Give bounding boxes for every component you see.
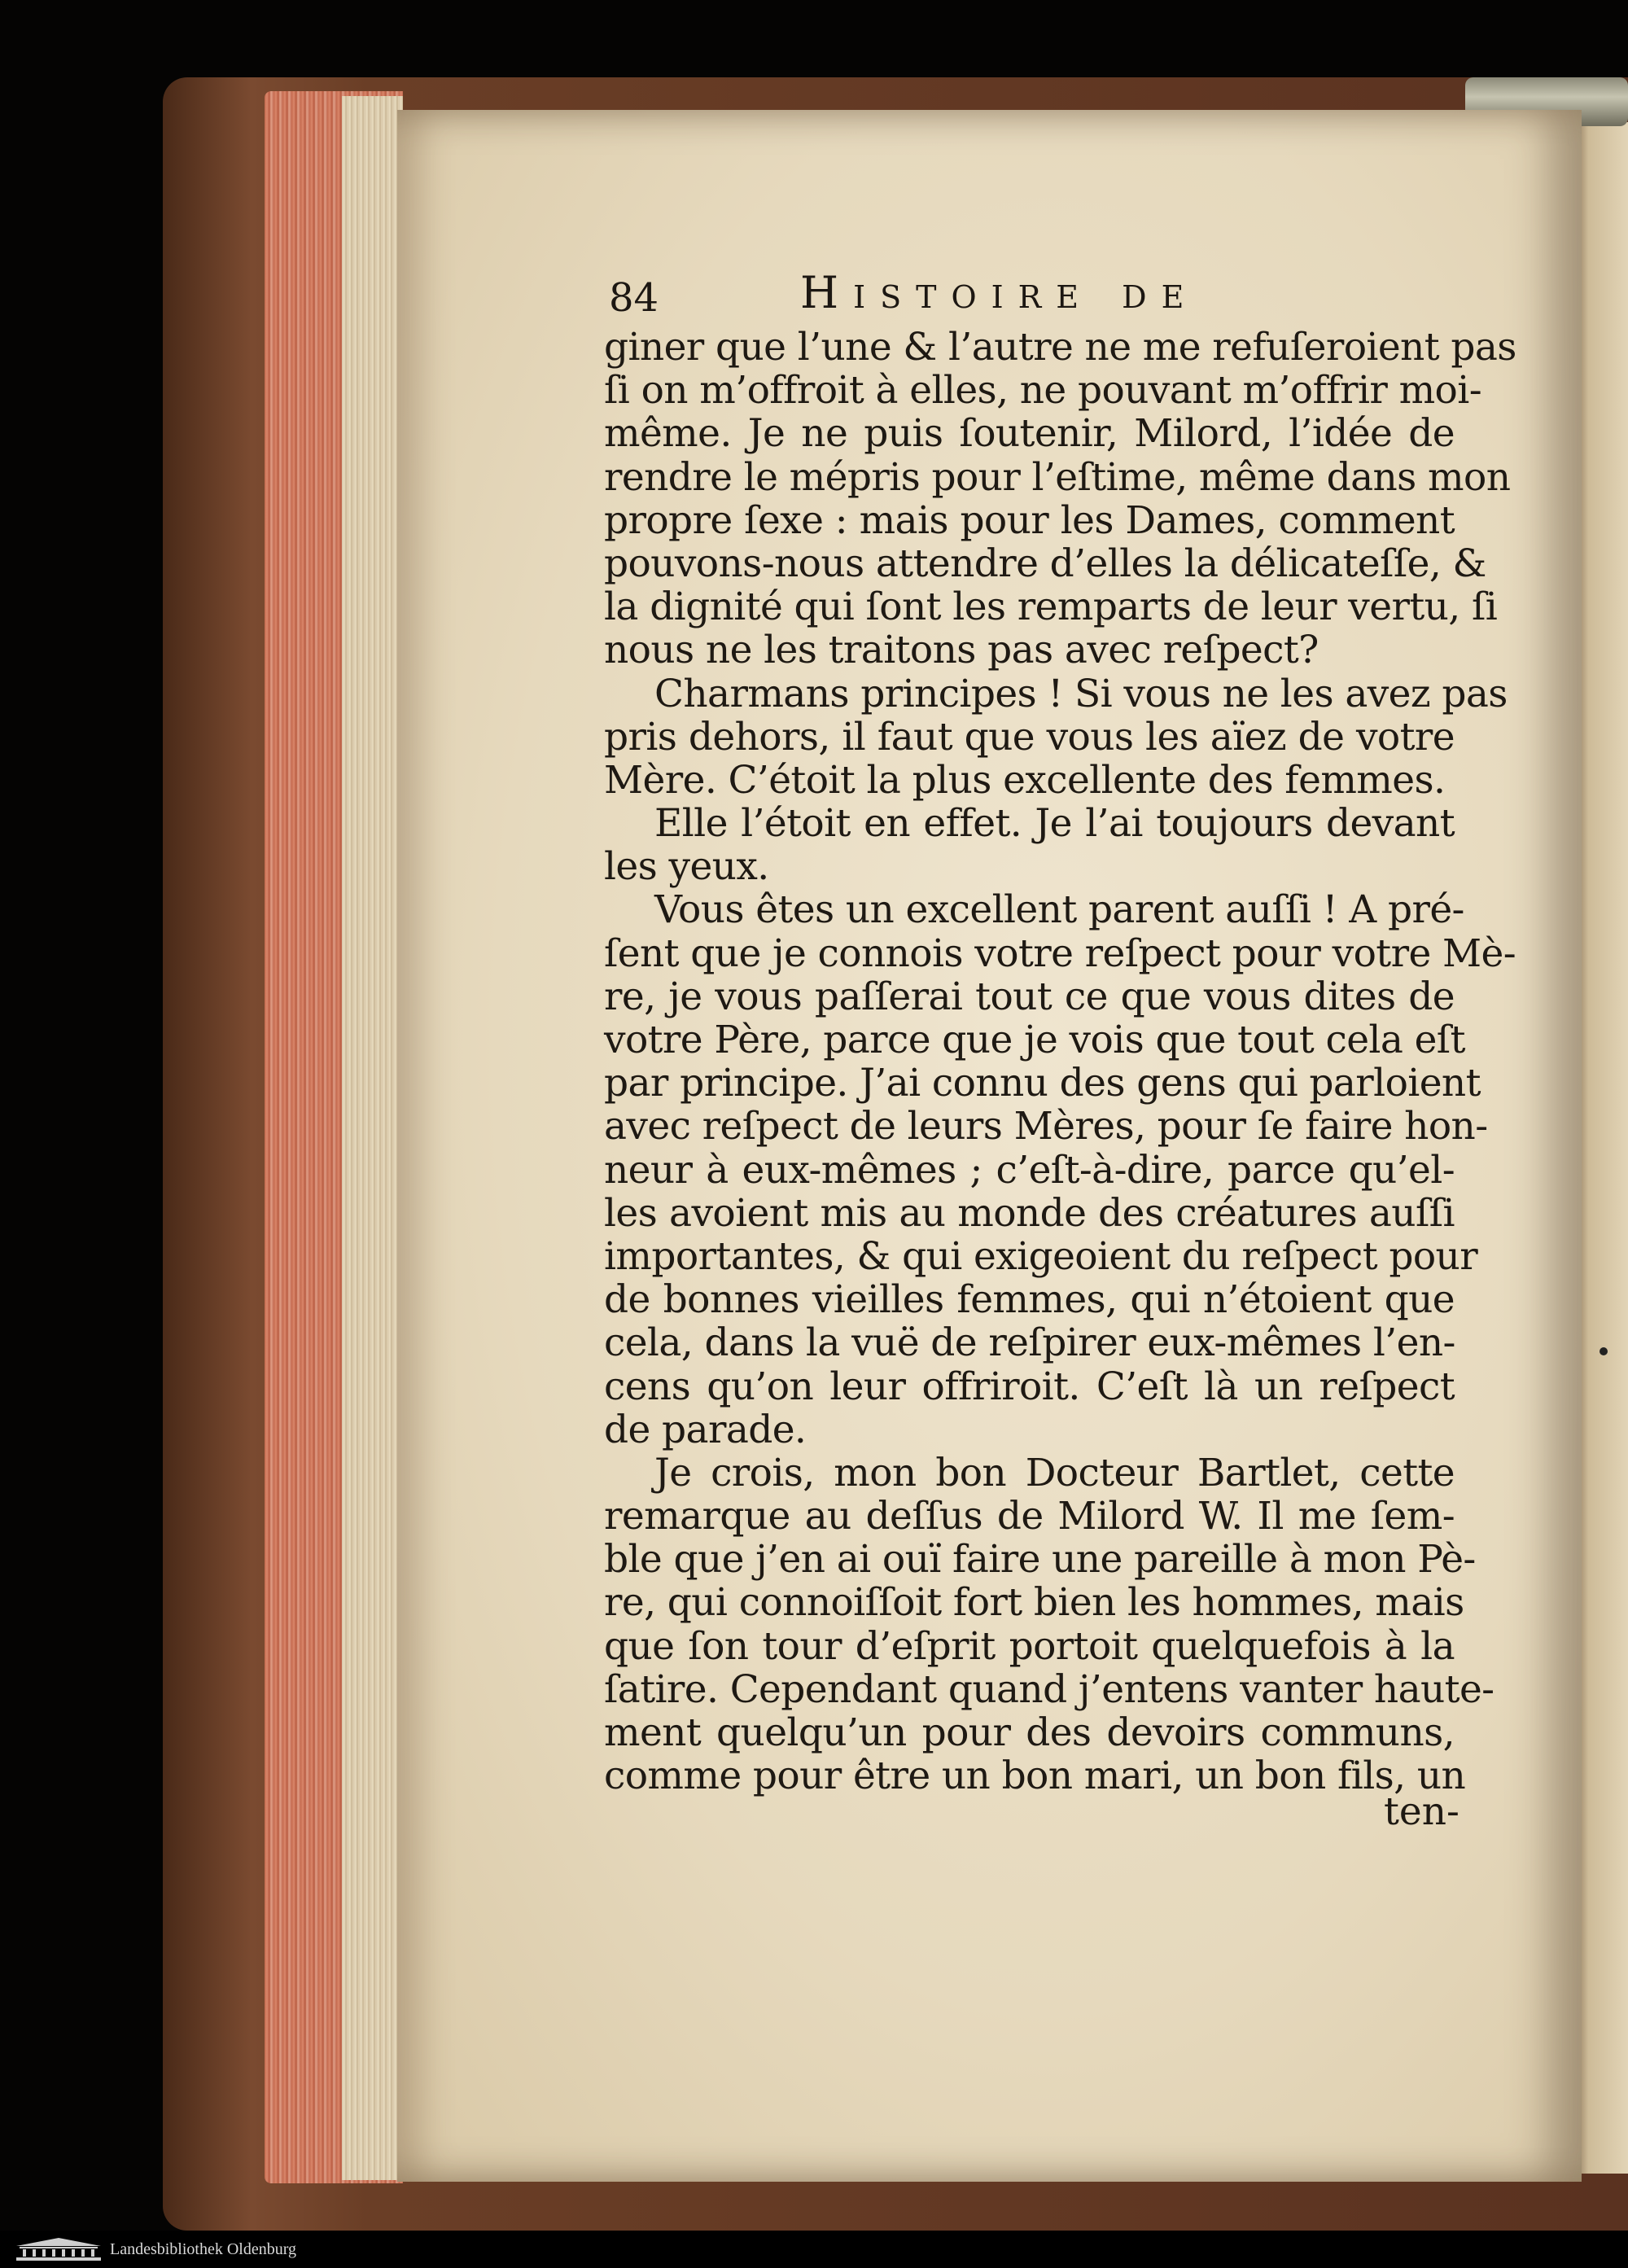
text-line: que ſon tour d’eſprit portoit quelquefois à la [604,1623,1455,1669]
text-line: votre Père, parce que je vois que tout cela eſt [604,1018,1465,1062]
text-line: de parade. [604,1407,807,1452]
text-line: ment quelqu’un pour des devoirs communs, [604,1710,1455,1755]
text-line: de bonnes vieilles femmes, qui n’étoient que [604,1277,1455,1323]
text-line: ble que j’en ai ouï faire une pareille à mon Pè- [604,1537,1476,1583]
text-line: Charmans principes ! Si vous ne les avez pas [654,671,1508,716]
text-line: rendre le mépris pour l’eſtime, même dans mon [604,454,1511,500]
text-line: re, qui connoiſſoit fort bien les hommes, mais [604,1580,1464,1626]
library-building-icon [15,2236,103,2262]
text-line: la dignité qui ſont les remparts de leur vertu, ſi [604,585,1498,630]
text-line: ſent que je connois votre reſpect pour votre Mè- [604,930,1516,976]
text-line: Je crois, mon bon Docteur Bartlet, cette [654,1450,1455,1495]
text-line: re, je vous paſſerai tout ce que vous dites de [604,974,1455,1019]
text-line: neur à eux-mêmes ; c’eſt-à-dire, parce qu’el- [604,1147,1455,1193]
text-line: pouvons-nous attendre d’elles la délicateſſe, & [604,541,1486,586]
text-line: remarque au deſſus de Milord W. Il me ſem- [604,1494,1455,1539]
viewer-footer [0,2231,1628,2268]
text-line: les yeux. [604,844,769,890]
text-line: giner que l’une & l’autre ne me refuſeroient pas [604,325,1516,370]
text-line: comme pour être un bon mari, un bon fils, un [604,1754,1466,1799]
text-line: ſatire. Cependant quand j’entens vanter haute- [604,1666,1495,1712]
running-head: Histoire de [800,267,1199,318]
text-line: Elle l’étoit en effet. Je l’ai toujours devant [654,801,1455,847]
page-edges-inner [342,96,403,2180]
text-line: ſi on m’offroit à elles, ne pouvant m’offrir moi- [604,368,1481,414]
text-line: par principe. J’ai connu des gens qui parloient [604,1061,1481,1106]
text-line: même. Je ne puis ſoutenir, Milord, l’idée de [604,411,1455,457]
page-number: 84 [609,275,659,321]
text-line: cens qu’on leur offriroit. C’eſt là un reſpect [604,1364,1455,1409]
text-line: importantes, & qui exigeoient du reſpect pour [604,1233,1478,1279]
library-name: Landesbibliothek Oldenburg [110,2240,297,2258]
text-line: les avoient mis au monde des créatures auſſi [604,1190,1455,1236]
text-line: avec reſpect de leurs Mères, pour ſe faire hon- [604,1104,1488,1149]
body-text [604,325,1516,1799]
text-line: propre ſexe : mais pour les Dames, comment [604,497,1455,543]
text-line: nous ne les traitons pas avec reſpect? [604,628,1319,673]
text-line: cela, dans la vuë de reſpirer eux-mêmes l’en- [604,1320,1455,1366]
catchword: ten- [1384,1789,1460,1834]
page-header [609,259,1504,324]
text-line: pris dehors, il faut que vous les aïez de votre [604,714,1455,760]
text-line: Mère. C’étoit la plus excellente des femmes. [604,757,1446,803]
dot-mark [1600,1347,1608,1355]
text-line: Vous êtes un excellent parent auſſi ! A pré- [654,887,1464,933]
